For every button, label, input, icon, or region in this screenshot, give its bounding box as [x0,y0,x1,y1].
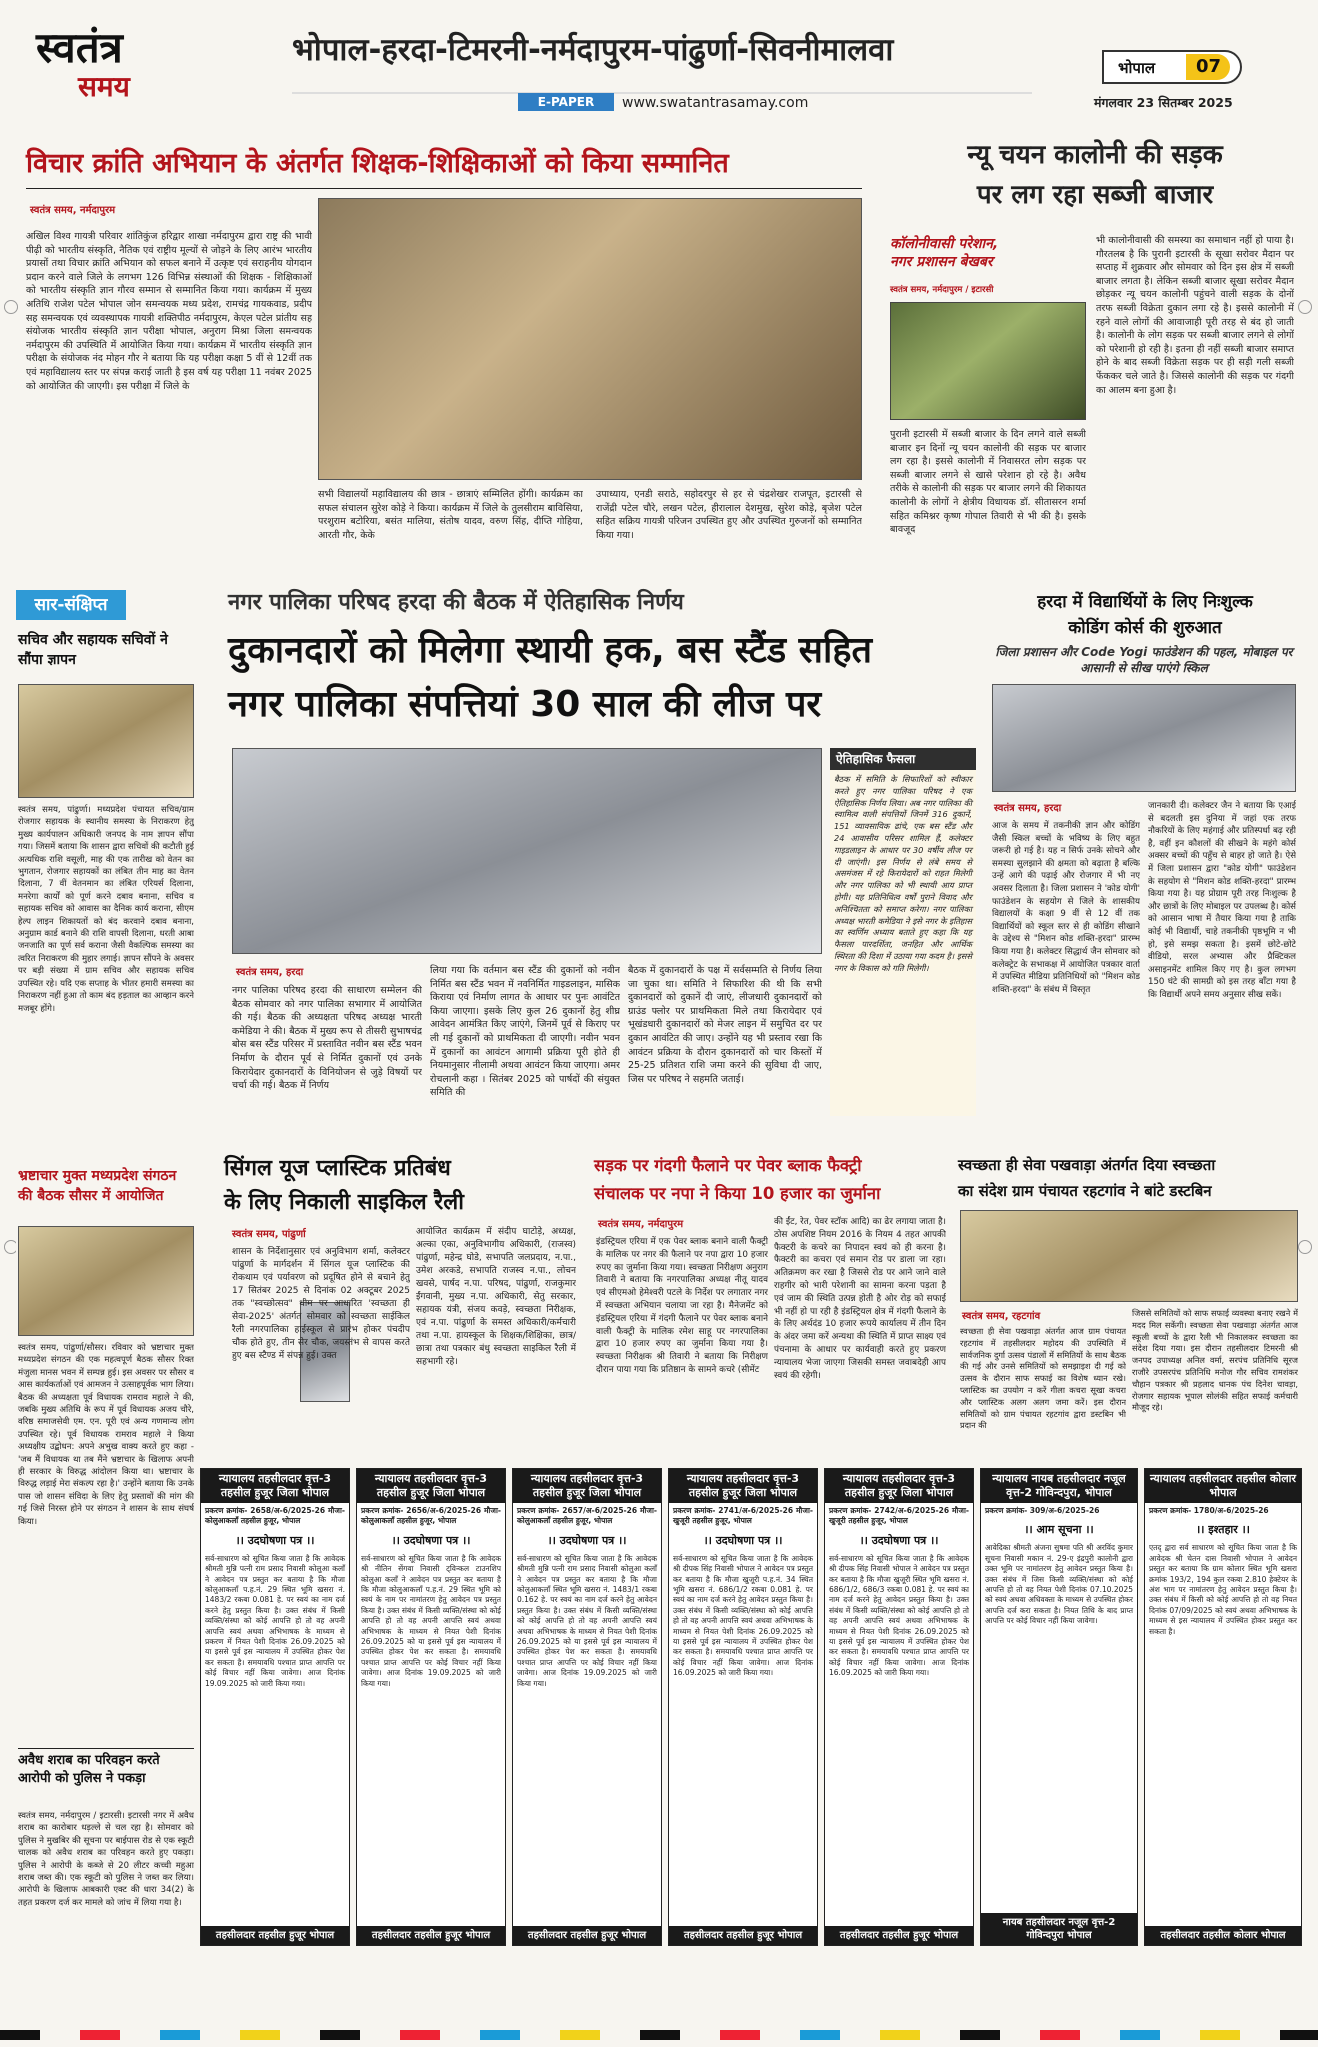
brief-3-text: स्वतंत्र समय, नर्मदापुरम / इटारसी। इटारसी नगर में अवैध शराब का कारोबार धड़ल्ले से चल रहा है। सोमवार को पुलिस ने मुखबिर की सूचना पर बाईपास रोड से एक स्कूटी चालक को अवैध शराब का परिवहन करते हुए पकड़ा। पुलिस ने आरोपी के कब्जे से 20 लीटर कच्ची महुआ शराब जब्त की। एक स्कूटी को पुलिस ने जब्त कर लिया। आरोपी के खिलाफ आबकारी एक्ट की धारा 34(2) के तहत प्रकरण दर्ज कर मामले को जांच में लिया गया है। [18,1811,194,1908]
edition-cities: भोपाल-हरदा-टिमरनी-नर्मदापुरम-पांढुर्णा-सिवनीमालवा [292,32,894,68]
body-col-2: जिससे समितियों को साफ सफाई व्यवस्था बनाए रखने में मदद मिल सकेंगी। स्वच्छता सेवा पखवाड़ा अंतर्गत आज स्कूली बच्चों के द्वारा रैली भी निकालकर स्वच्छता का संदेश दिया गया। इस दौरान तहसीलदार टिमरनी श्री जनपद उपाध्यक्ष अनिल वर्मा, सरपंच प्रतिनिधि सूरज राजौरे उपसरपंच प्रतिनिधि मनोज गौर सचिव रामशंकर चौहान पत्रकार श्री प्रहलाद धानक पंच दिनेश चावड़ा, रोजगार सहायक भूपाल सोलंकी सहित सफाई कर्मचारी मौजूद रहे। [1132,1308,1298,1413]
notice-office: न्यायालय तहसीलदार वृत्त-3 तहसील हुजूर जिला भोपाल [357,1469,505,1503]
body-col-1: इंडस्ट्रियल एरिया में एक पेवर ब्लाक बनाने वाली फैक्ट्री के मालिक पर नगर की फैलाने पर नपा द्वारा 10 हजार रुपए का जुर्माना किया गया। स्वच्छता निरीक्षण अनुराग तिवारी ने बताया कि नगरपालिका अध्यक्ष नीतू यादव एवं सीएमओ हेमेश्वरी पटले के निर्देश पर लगातार नगर में स्वच्छता अभियान चलाया जा रहा है। मैनेजमेंट को इंडस्ट्रियल एरिया में गंदगी फैलाने पर पेवर ब्लाक बनाने वाली फैक्ट्री के मालिक रमेश साहू पर नगरपालिका द्वारा 10 हजार रुपए का जुर्माना किया गया है। स्वच्छता निरीक्षक श्री तिवारी ने बताया कि निरीक्षण दौरान पाया गया कि प्रतिष्ठान के सामने कचरे (सीमेंट [596,1237,768,1375]
story-dustbin-distribution [956,1150,1302,1460]
body-text-2: सभी विद्यालयों महाविद्यालय की छात्र - छात्राएं सम्मिलित होंगी। कार्यक्रम का सफल संचालन सुरेश कोड़े ने किया। कार्यक्रम में जिले के तुलसीराम बाविसिया, परशुराम बटोरिया, बसंत मालिया, संतोष यादव, वरुण सिंह, दीप्ति गोहिया, आरती गौर, केके [318,489,583,541]
notice-ref: प्रकरण क्रमांक- 2658/अ-6/2025-26 मौजा- कोलुआकलाँ तहसील हुजूर, भोपाल [205,1506,345,1526]
body-text: अखिल विश्व गायत्री परिवार शांतिकुंज हरिद्वार शाखा नर्मदापुरम द्वारा राष्ट्र की भावी पीढ़ी को भारतीय संस्कृति, नैतिक एवं राष्ट्रीय मूल्यों से जोड़ने के लिए आरंभ भारतीय प्रयासों तथा विचार क्रांति अभियान को सफल बनाने में उत्कृष्ट एवं सराहनीय योगदान प्रदान करने वाले जिले के लगभग 126 विभिन्न संस्थाओं की शिक्षक - शिक्षिकाओं को भारतीय संस्कृति ज्ञान गौरव सम्मान से सम्मानित किया गया। कार्यक्रम में मुख्य अतिथि राजेश पटेल भोपाल जोन समन्वयक मध्य प्रदेश, रामचंद्र गायकवाड, प्रदीप सह समन्वयक एवं व्यवस्थापक गायत्री शक्तिपीठ नर्मदापुरम, केएल पटेल प्रांतीय सह संयोजक भारतीय संस्कृति ज्ञान परीक्षा भोपाल, अनुराग मिश्रा जिला समन्वयक नर्मदापुरम की उपस्थिति में आयोजित किया गया। कार्यक्रम में भारतीय संस्कृति ज्ञान परीक्षा के संयोजक नंद मोहन गौर ने बताया कि यह परीक्षा कक्षा 5 वीं से 12वीं तक एवं महाविद्यालय स्तर पर संपन्न कराई जाती है इस वर्ष यह परीक्षा 11 नवंबर 2025 को आयोजित की जाएगी। इस परीक्षा में जिले के [26,231,312,392]
notice-body: सर्व-साधारण को सूचित किया जाता है कि आवेदक श्रीमती मुन्नि पत्नी राम प्रसाद निवासी कोलुआ कलाँ ने आवेदन पत्र प्रस्तुत कर बताया है कि मौजा कोलुआकलाँ प.ह.नं. 29 स्थित भूमि खसरा नं. 1483/2 रकबा 0.081 हे. पर स्वयं का नाम दर्ज करने हेतु प्रस्तुत किया है। उक्त संबंध में किसी व्यक्ति/संस्था को कोई आपत्ति हो तो वह अपनी आपत्ति स्वयं अथवा अभिभाषक के माध्यम से प्रकरण में नियत पेशी दिनांक 26.09.2025 को या इससे पूर्व इस न्यायालय में उपस्थित होकर पेश कर सकता है। समयावधि पश्चात प्राप्त आपत्ति पर कोई विचार नहीं किया जावेगा। आज दिनांक 19.09.2025 को जारी किया गया। [205,1553,345,1688]
story-paver-fine [590,1150,950,1460]
brief-1-headline: सचिव और सहायक सचिवों ने सौंपा ज्ञापन [18,632,168,668]
brief-2-headline: भ्रष्टाचार मुक्त मध्यप्रदेश संगठन की बैठक सौसर में आयोजित [18,1168,177,1204]
body-col-1: स्वच्छता ही सेवा पखवाड़ा अंतर्गत आज ग्राम पंचायत रहटगांव में तहसीलदार महोदय की उपस्थिति में सार्वजनिक दुर्गा उत्सव पंडालों में समितियों के साथ बैठक की गई और उनसे समितियों को समझाइश दी गई को उत्सव के दौरान साफ सफाई का विशेष ध्यान रखे। प्लास्टिक का उपयोग न करें गीला कचरा सूखा कचरा और प्लास्टिक अलग अलग जमा करें। इस दौरान समितियों को ग्राम पंचायत रहटगांव द्वारा डस्टबिन भी प्रदान की [960,1326,1126,1431]
body-col-2: आयोजित कार्यक्रम में संदीप घाटोड़े, अध्यक्ष, अल्का एका, अनुविभागीय अधिकारी, (राजस्व) पांढुर्णा, महेन्द्र घोडे, सभापति जलप्रदाय, न.पा., उमेश अरकडे, सभापति राजस्व न.पा., लोचन खवसे, पार्षद न.पा. परिषद, पांढुर्णा, राजकुमार ईंगवानी, मुख्य न.पा. अधिकारी, सेतु सरकार, सहायक यंत्री, संजय कवड़े, स्वच्छता निरीक्षक, एवं न.पा. पांढुर्णा के समस्त अधिकारी/कर्मचारी तथा न.पा. हायस्कूल के शिक्षक/शिक्षिका, छात्र/छात्रा तथा पत्रकार बंधु स्वच्छता साइकिल रैली में सहभागी रहे। [416,1227,576,1367]
body-col-1: नगर पालिका परिषद हरदा की साधारण सम्मेलन की बैठक सोमवार को नगर पालिका सभागार में आयोजित की गई। बैठक की अध्यक्षता परिषद अध्यक्ष भारती कमेडिया ने की। बैठक में मुख्य रूप से तीसरी सुभाषचंद्र बोस बस स्टैंड परिसर में प्रस्तावित नवीन बस स्टैंड भवन निर्माण के दौरान पूर्व से निर्मित दुकानों एवं उनके किरायेदार दुकानदारों के विनियोजन से जुड़े विषयों पर चर्चा की गई। बैठक में निर्णय [232,985,422,1092]
logo [36,24,186,112]
legal-notice [1144,1468,1302,1946]
legal-notice [356,1468,506,1946]
notice-ref: प्रकरण क्रमांक- 2657/अ-6/2025-26 मौजा- कोलुआकलाँ तहसील हुजूर, भोपाल [517,1506,657,1526]
notice-title: ।। उदघोषणा पत्र ।। [547,1533,627,1547]
section-label: सार-संक्षिप्त [16,590,126,620]
brief-2-text: स्वतंत्र समय, पांढुर्णा/सौसर। रविवार को भ्रष्टाचार मुक्त मध्यप्रदेश संगठन की एक महत्वपूर्ण बैठक सौसर रिक्त मंजुला मानस भवन में सम्पन्न हुई। इस अवसर पर सौसर व आस कार्यकर्ताओं एवं आमजन ने उत्साहपूर्वक भाग लिया। बैठक की अध्यक्षता पूर्व विधायक रामराव महाले ने की, जबकि मुख्य अतिथि के रूप में पूर्व विधायक अजय चौरे, वरिष्ठ समाजसेवी एम. एन. पूरी एवं अन्य गणमान्य लोग उपस्थित रहे। पूर्व विधायक रामराव महाले ने किया अध्यक्षीय उद्बोधन: अपने अभुख वाक्य करते हुए कहा - 'जब मैं विधायक था तब मैंने भ्रष्टाचार के खिलाफ अपनी ही सरकार के विरुद्ध आंदोलन किया था। भ्रष्टाचार के विरुद्ध लड़ाई मेरा संकल्प रहा है।' उन्होंने बताया कि उनके पास जो शासन संविदा के लिए हेतु प्रस्तावों की मांग की गई जिसे निरस्त होने पर संगठन ने शासन के साथ संघर्ष किया। [18,1343,194,1527]
subhead-a: कॉलोनीवासी परेशान, [890,236,999,252]
notice-office: न्यायालय तहसीलदार वृत्त-3 तहसील हुजूर जिला भोपाल [825,1469,973,1503]
byline: स्वतंत्र समय, नर्मदापुरम [598,1219,684,1230]
headline-a: सड़क पर गंदगी फैलाने पर पेवर ब्लाक फैक्ट्री [594,1156,862,1175]
notice-footer: तहसीलदार तहसील हुजूर भोपाल [201,1926,349,1945]
headline-a: न्यू चयन कालोनी की सड़क [967,140,1223,170]
group-photo [318,198,862,480]
headline-a: सिंगल यूज प्लास्टिक प्रतिबंध [224,1156,451,1181]
headline-b: का संदेश ग्राम पंचायत रहटगांव ने बांटे डस्टबिन [958,1182,1212,1200]
story-vegetable-market [880,138,1300,578]
notice-footer: तहसीलदार तहसील हुजूर भोपाल [825,1926,973,1945]
notice-office: न्यायालय तहसीलदार वृत्त-3 तहसील हुजूर जिला भोपाल [513,1469,661,1503]
headline-b: के लिए निकाली साइकिल रैली [224,1190,464,1215]
notice-title: ।। उदघोषणा पत्र ।। [703,1533,783,1547]
legal-notice [668,1468,818,1946]
epaper-label: E-PAPER [518,93,614,111]
page-number: 07 [1196,56,1222,77]
notice-ref: प्रकरण क्रमांक- 2741/अ-6/2025-26 मौजा- खुजूरी तहसील हुजूर, भोपाल [673,1506,813,1526]
notice-body: सर्व-साधारण को सूचित किया जाता है कि आवेदक श्री नीतिन सेंगवा निवासी ट्विन्कल टाउनशिप कोलुआ कलाँ ने आवेदन पत्र प्रस्तुत कर बताया है कि मौजा कोलुआकलाँ प.ह.नं. 29 स्थित भूमि को स्वयं के नाम पर नामांतरण हेतु आवेदन पत्र प्रस्तुत किया है। उक्त संबंध में किसी व्यक्ति/संस्था को कोई आपत्ति हो तो वह अपनी आपत्ति स्वयं अथवा अभिभाषक के माध्यम से नियत पेशी दिनांक 26.09.2025 को या इससे पूर्व इस न्यायालय में उपस्थित होकर पेश कर सकता है। समयावधि पश्चात प्राप्त आपत्ति पर कोई विचार नहीं किया जावेगा। आज दिनांक 19.09.2025 को जारी किया गया। [361,1553,501,1688]
body-col-3: बैठक में दुकानदारों के पक्ष में सर्वसम्मति से निर्णय लिया जा चुका था। समिति ने सिफारिश की थी कि सभी दुकानदारों को दुकानें दी जाएं, लीजधारी दुकानदारों को ग्राउंड फ्लोर पर प्राथमिकता मिले तथा किरायेदार एवं भूखंडधारी दुकानदारों को मेजर लाइन में समुचित दर पर दुकान आवंटित की जाए। उन्होंने यह भी प्रस्ताव रखा कि आवंटन प्रक्रिया के दौरान दुकानदारों को चार किस्तों में 25-25 प्रतिशत राशि जमा करने की सुविधा दी जाए, जिस पर परिषद ने सहमति जताई। [628,965,822,1085]
notice-title: ।। उदघोषणा पत्र ।। [859,1533,939,1547]
headline-a: हरदा में विद्यार्थियों के लिए निःशुल्क [1037,592,1253,612]
story-coding-course [984,586,1302,1146]
registration-mark [4,300,18,314]
logo-top: स्वतंत्र [36,23,123,72]
notice-footer: तहसीलदार तहसील हुजूर भोपाल [669,1926,817,1945]
body-text: पुरानी इटारसी में सब्जी बाजार के दिन लगने वाले सब्जी बाजार इन दिनों न्यू चयन कालोनी की सड़क पर बाजार लग रहा है। इससे कालोनी में निवासरत लोग सड़क पर सब्जी बाजार लगने से खासे परेशान हो रहे है। अवैध तरीके से कालोनी की सड़क पर बाजार लगने की शिकायत कालोनी के लोगों ने क्षेत्रीय विधायक डॉ. सीतासरन शर्मा सहित कमिश्नर कृष्ण गोपाल तिवारी से भी की है। इसके बावजूद [890,429,1086,536]
page-tab [1102,50,1242,84]
headline: विचार क्रांति अभियान के अंतर्गत शिक्षक-शिक्षिकाओं को किया सम्मानित [26,148,729,179]
edition-name: भोपाल [1118,59,1156,77]
headline-a: स्वच्छता ही सेवा पखवाड़ा अंतर्गत दिया स्वच्छता [958,1156,1216,1174]
headline-a: दुकानदारों को मिलेगा स्थायी हक, बस स्टैंड सहित [228,630,872,671]
notice-title: ।। आम सूचना ।। [1024,1523,1094,1537]
body-col-2: की ईंट, रेत, पेवर स्टॉक आदि) का ढेर लगाया जाता है। ठोस अपशिष्ट नियम 2016 के नियम 4 तहत आपकी फैक्टरी के कचरे का निपादन स्वयं को ही करना है। फैक्टरी का कचरा एवं समान रोड पर डाला जा रहा। अतिक्रमण कर रखा है जिससे रोड पर आने जाने वाले राहगीर को भारी परेशानी का सामना करना पड़ता है एवं जाम की स्थिति उत्पन्न होती है ओर रोड़ को सफाई भी नहीं हो पा रही है इंडस्ट्रियल क्षेत्र में गंदगी फैलाने के के लिए अर्थदंड 10 हजार रूपये कार्यालय में तीन दिन के अंदर जमा करें अन्यथा की स्थिति में प्राप्त साक्ष्य एवं पंचनामा के आधार पर कार्यवाही करते हुए प्रकरण न्यायालय भेजा जाएगा जिसकी समस्त जवाबदेही आप स्वयं की रहेगी। [774,1217,946,1381]
byline: स्वतंत्र समय, हरदा [236,967,304,978]
headline-b: कोडिंग कोर्स की शुरुआत [1068,618,1222,638]
notice-footer: नायब तहसीलदार नजूल वृत्त-2 गोविन्दपुरा भोपाल [981,1913,1137,1945]
subhead: जिला प्रशासन और Code Yogi फाउंडेशन की पहल, मोबाइल पर आसानी से सीख पाएंगे स्किल [995,645,1293,675]
notice-body: सर्व-साधारण को सूचित किया जाता है कि आवेदक श्रीमती मुन्नि पत्नी राम प्रसाद निवासी कोलुआ कलाँ ने आवेदन पत्र प्रस्तुत कर बताया है कि मौजा कोलुआकलाँ स्थित भूमि खसरा नं. 1483/1 रकबा 0.162 हे. पर स्वयं का नाम दर्ज करने हेतु आवेदन प्रस्तुत किया है। उक्त संबंध में किसी व्यक्ति/संस्था को कोई आपत्ति हो तो वह अपनी आपत्ति स्वयं अथवा अभिभाषक के माध्यम से नियत पेशी दिनांक 26.09.2025 को या इससे पूर्व इस न्यायालय में उपस्थित होकर पेश कर सकता है। समयावधि पश्चात प्राप्त आपत्ति पर कोई विचार नहीं किया जावेगा। आज दिनांक 19.09.2025 को जारी किया गया। [517,1553,657,1688]
brief-3-headline: अवैध शराब का परिवहन करते आरोपी को पुलिस ने पकड़ा [18,1753,160,1786]
divider [26,188,862,189]
notice-body: सर्व-साधारण को सूचित किया जाता है कि आवेदक श्री दीपक सिंह निवासी भोपाल ने आवेदन पत्र प्रस्तुत कर बताया है कि मौजा खुजूरी प.ह.नं. 34 स्थित भूमि खसरा नं. 686/1/2 रकबा 0.081 हे. पर स्वयं का नाम दर्ज करने हेतु आवेदन प्रस्तुत किया है। उक्त संबंध में किसी व्यक्ति/संस्था को कोई आपत्ति हो तो वह अपनी आपत्ति स्वयं अथवा अभिभाषक के माध्यम से नियत पेशी दिनांक 26.09.2025 को या इससे पूर्व इस न्यायालय में उपस्थित होकर पेश कर सकता है। समयावधि पश्चात प्राप्त आपत्ति पर कोई विचार नहीं किया जावेगा। आज दिनांक 16.09.2025 को जारी किया गया। [673,1553,813,1678]
street-market-photo [890,302,1086,420]
byline: स्वतंत्र समय, नर्मदापुरम / इटारसी [890,285,994,295]
notice-title: ।। इश्तहार ।। [1196,1523,1250,1537]
notice-body: आवेदिका श्रीमती अंजना सुषमा पति श्री अरविंद कुमार सूचना निवासी मकान नं. 29-ए इंद्रपुरी कालोनी द्वारा उक्त भूमि पर नामांतरण हेतु आवेदन प्रस्तुत किया है। उक्त संबंध में जिस किसी व्यक्ति/संस्था को कोई आपत्ति हो तो वह नियत पेशी दिनांक 07.10.2025 को स्वयं अथवा अधिवक्ता के माध्यम से उपस्थित होकर आपत्ति दर्ज करा सकता है। नियत तिथि के बाद प्राप्त आपत्ति पर कोई विचार नहीं किया जावेगा। [985,1543,1133,1626]
notice-office: न्यायालय नायब तहसीलदार नजूल वृत्त-2 गोविन्दपुरा, भोपाल [981,1469,1137,1503]
notice-footer: तहसीलदार तहसील हुजूर भोपाल [513,1926,661,1945]
press-meet-photo [992,684,1296,792]
highlight-box [830,748,976,1116]
body-col-1: शासन के निर्देशानुसार एवं अनुविभाग शर्मा, कलेक्टर पांढुर्णा के मार्गदर्शन में सिंगल यूज प्लास्टिक की रोकथाम एवं पर्यावरण को प्रदूषित होने से बचाने हेतु 17 सितंबर 2025 से दिनांक 02 अक्टूबर 2025 तक "स्वच्छोत्सव" थीम पर आधारित 'स्वच्छता ही सेवा-2025' अंतर्गत सोमवार को स्वच्छता साईकिल रैली नगरपालिका हाईस्कूल से प्रारंभ होकर पंचदीप चौक होते हुए, तीन सेर चौक, जयस्तंभ से वापस करते हुए बस स्टैण्ड में संपन्न हुई। उक्त [232,1247,410,1361]
logo-bottom: समय [78,70,130,103]
headline-b: नगर पालिका संपत्तियां 30 साल की लीज पर [228,684,822,725]
divider [18,1748,194,1749]
subhead-b: नगर प्रशासन बेखबर [890,254,993,270]
body-text-right: भी कालोनीवासी की समस्या का समाधान नहीं हो पाया है। गौरतलब है कि पुरानी इटारसी के सूखा सरोवर मैदान पर सप्ताह में शुक्रवार और सोमवार को दिन इस क्षेत्र में सब्जी बाजार लगता है। लेकिन सब्जी बाजार सूखा सरोवर मैदान छोड़कर न्यू चयन कालोनी पहुंचने वाली सड़क के दोनों तरफ सब्जी विक्रेता दुकान लगा रहे है। इससे कालोनी में रहने वाले लोगों की आवाजाही पूरी तरह से बंद हो जाती है। कालोनी के लोग सड़क पर सब्जी बाजार लगने से लोगों को परेशानी हो रही है। इतना ही नहीं सब्जी बाजार समाप्त होने के बाद सब्जी विक्रेता सड़क पर ही सड़ी गली सब्जी फेंककर चले जाते है। जिससे कालोनी की सड़क पर गंदगी का आलम बना हुआ है। [1096,235,1294,396]
brief-1-text: स्वतंत्र समय, पांढुर्णा। मध्यप्रदेश पंचायत सचिव/ग्राम रोजगार सहायक के स्थानीय समस्या के निराकरण हेतु मुख्य कार्यपालन अधिकारी जनपद के नाम ज्ञापन सौंपा गया। जिसमें बताया कि शासन द्वारा सचिवों की कटौती हुई अत्यधिक राशि वसूली, माह की एक तारीख को वेतन का भुगतान, रोजगार सहायकों का लंबित तीन माह का वेतन दिलाना, 7 वीं वेतनमान का लंबित एरियर्स दिलाना, मनरेगा कार्यों को पूर्ण करने दबाव बनाना, सचिव व सहायक सचिव को आवास का दैनिक कार्य कराना, सीएम हेल्प लाइन शिकायतों को बंद करवाने दबाव बनाना, अनुग्राम कार्ड बनाने की राशि वापसी दिलाना, धरती आबा जनजाति का पूर्ण सर्व कराना जैसी वैकल्पिक समस्या का त्वरित निराकरण की मुहार लगाई। ज्ञापन सौंपने के अवसर पर बड़ी संख्या में ग्राम सचिव और सहायक सचिव उपस्थित रहे। यदि एक सप्ताह के भीतर हमारी समस्या का निराकरण नहीं हुआ तो काम बंद हड़ताल का आव्हान करने मजबूर होंगे। [18,805,194,1014]
notice-footer: तहसीलदार तहसील हुजूर भोपाल [357,1926,505,1945]
legal-notice [200,1468,350,1946]
legal-notice [512,1468,662,1946]
notice-office: न्यायालय तहसीलदार वृत्त-3 तहसील हुजूर जिला भोपाल [669,1469,817,1503]
box-text: बैठक में समिति के सिफारिशों को स्वीकार करते हुए नगर पालिका परिषद ने एक ऐतिहासिक निर्णय लिया। अब नगर पालिका की स्वामित्व वाली संपत्तियों जिनमें 316 दुकानें, 151 व्यावसायिक ढांचे, एक बस स्टैंड और 24 आवासीय परिसर शामिल हैं, कलेक्टर गाइडलाइन के आधार पर 30 वर्षीय लीज पर दी जाएंगी। इस निर्णय से लंबे समय से असमंजस में रहे किरायेदारों को राहत मिलेगी और नगर पालिका को भी स्थायी आय प्राप्त होगी। यह प्रतिनिधित्व वर्षों पुराने विवाद और अनिश्चितता को समाप्त करेगा। नगर पालिका अध्यक्ष भारती कमेडिया ने इसे नगर के इतिहास का स्वर्णिम अध्याय बताते हुए कहा कि यह फैसला पारदर्शिता, जनहित और आर्थिक स्थिरता की दिशा में उठाया गया कदम है। इससे नगर के विकास को गति मिलेगी। [834,774,972,973]
notice-body: सर्व-साधारण को सूचित किया जाता है कि आवेदक श्री दीपक सिंह निवासी भोपाल ने आवेदन पत्र प्रस्तुत कर बताया है कि मौजा खुजूरी स्थित भूमि खसरा नं. 686/1/2, 686/3 रकबा 0.081 हे. पर स्वयं का नाम दर्ज करने हेतु आवेदन प्रस्तुत किया है। उक्त संबंध में किसी व्यक्ति/संस्था को कोई आपत्ति हो तो वह अपनी आपत्ति स्वयं अथवा अभिभाषक के माध्यम से नियत पेशी दिनांक 26.09.2025 को या इससे पूर्व इस न्यायालय में उपस्थित होकर पेश कर सकता है। समयावधि पश्चात प्राप्त आपत्ति पर कोई विचार नहीं किया जावेगा। आज दिनांक 16.09.2025 को जारी किया गया। [829,1553,969,1678]
byline: स्वतंत्र समय, हरदा [994,803,1062,814]
dustbin-photo [960,1210,1298,1302]
notice-title: ।। उदघोषणा पत्र ।। [235,1533,315,1547]
body-text-3: उपाध्याय, एनडी सराठे, सहोदरपुर से हर से चंद्रशेखर राजपूत, इटारसी से राजेंद्री पटेल चौरे, लखन पटेल, हीरालाल देशमुख, सुरेश कोड़े, बृजेश पटेल सहित सक्रिय गायत्री परिजन उपस्थित हुए और उपस्थित गुरुजनों को सम्मानित किया गया। [596,489,862,541]
body-col-1: आज के समय में तकनीकी ज्ञान और कोडिंग जैसी स्किल बच्चों के भविष्य के लिए बहुत जरूरी हो गई है। यह न सिर्फ उनके सोचने और समस्या सुलझाने की क्षमता को बढ़ाता है बल्कि उन्हें आगे की पढ़ाई और रोजगार में भी नए अवसर दिलाता है। जिला प्रशासन ने 'कोड योगी' फाउंडेशन के सहयोग से जिले के शासकीय विद्यालयों के कक्षा 9 वीं से 12 वीं तक विद्यार्थियों को स्कूल स्तर से ही कोडिंग सीखाने के उद्देश्य से "मिशन कोड शक्ति-हरदा" प्रारम्भ किया गया है। कलेक्टर सिद्धार्थ जैन सोमवार को कलेक्ट्रेट के सभाकक्ष में आयोजित पत्रकार वार्ता में उपस्थित मीडिया प्रतिनिधियों को "मिशन कोड शक्ति-हरदा" के संबंध में विस्तृत [992,821,1140,995]
story-teacher-honour [18,138,868,578]
notice-ref: प्रकरण क्रमांक- 2656/अ-6/2025-26 मौजा- कोलुआकलाँ तहसील हुजूर, भोपाल [361,1506,501,1526]
council-meeting-photo [232,748,822,954]
notice-ref: प्रकरण क्रमांक- 1780/अ-6/2025-26 [1149,1506,1269,1515]
story-municipal-lease [200,586,980,1146]
notice-ref: प्रकरण क्रमांक- 309/अ-6/2025-26 [985,1506,1100,1515]
brief-2-photo [18,1226,194,1336]
legal-notice [980,1468,1138,1946]
headline-b: संचालक पर नपा ने किया 10 हजार का जुर्माना [594,1184,881,1203]
kicker: नगर पालिका परिषद हरदा की बैठक में ऐतिहासिक निर्णय [228,590,684,615]
story-cycle-rally [200,1150,580,1460]
website-link[interactable]: www.swatantrasamay.com [622,95,809,111]
notice-office: न्यायालय तहसीलदार वृत्त-3 तहसील हुजूर जिला भोपाल [201,1469,349,1503]
print-color-bar [0,2030,1318,2040]
brief-1-photo [18,684,194,798]
byline: स्वतंत्र समय, पांढुर्णा [232,1229,306,1240]
notice-ref: प्रकरण क्रमांक- 2742/अ-6/2025-26 मौजा- खुजूरी तहसील हुजूर, भोपाल [829,1506,969,1526]
byline: स्वतंत्र समय, नर्मदापुरम [30,205,116,216]
issue-date: मंगलवार 23 सितम्बर 2025 [1094,95,1233,110]
notice-body: एतद् द्वारा सर्व साधारण को सूचित किया जाता है कि आवेदक श्री चेतन दास निवासी भोपाल ने आवेदन प्रस्तुत कर बताया कि ग्राम कोलार स्थित भूमि खसरा क्रमांक 193/2, 194 कुल रकबा 2.810 हेक्टेयर के अंश भाग पर नामांतरण हेतु आवेदन प्रस्तुत किया है। उक्त संबंध में किसी को कोई आपत्ति हो तो वह नियत दिनांक 07/09/2025 को स्वयं अथवा अभिभाषक के माध्यम से इस न्यायालय में उपस्थित होकर प्रस्तुत कर सकता है। [1149,1543,1297,1636]
notice-office: न्यायालय तहसीलदार तहसील कोलार भोपाल [1145,1469,1301,1503]
masthead [0,0,1318,128]
box-title: ऐतिहासिक फैसला [830,748,976,770]
notice-title: ।। उदघोषणा पत्र ।। [391,1533,471,1547]
body-col-2: जानकारी दी। कलेक्टर जैन ने बताया कि एआई से बदलती इस दुनिया में जहां एक तरफ नौकरियों के लिए महंगाई और प्रतिस्पर्धा बढ़ रही है, वहीं इन कौशलों की सीखने के महंगे कोर्स अक्सर बच्चों की पहुँच से बाहर हो जाते है। ऐसे में जिला प्रशासन द्वारा "कोड योगी" फाउंडेशन के सहयोग से "मिशन कोड शक्ति-हरदा" प्रारम्भ किया गया है। यह प्रोग्राम पूरी तरह निःशुल्क है और छात्रों के लिए मोबाइल पर उपलब्ध है। कोर्स को आसान भाषा में तैयार किया गया है ताकि कोई भी विद्यार्थी, चाहे तकनीकी पृष्ठभूमि न भी हो, इसे समझ सकता है। इसमें छोटे-छोटे वीडियो, सरल अभ्यास और प्रैक्टिकल असाइनमेंट शामिल किए गए है। कुल लगभग 150 घंटे की सामग्री को इस तरह बाँटा गया है कि विद्यार्थी अपने समय अनुसार सीख सकें। [1148,801,1296,1000]
registration-mark [1298,300,1312,314]
notice-footer: तहसीलदार तहसील कोलार भोपाल [1145,1926,1301,1945]
legal-notice [824,1468,974,1946]
headline-b: पर लग रहा सब्जी बाजार [976,180,1214,210]
body-col-2: लिया गया कि वर्तमान बस स्टैंड की दुकानों को नवीन निर्मित बस स्टैंड भवन में नवनिर्मित गाइडलाइन, मासिक किराया एवं निर्माण लागत के आधार पर पुनः आवंटित किया जाएगा। इसके लिए कुल 26 दुकानों हेतु शीघ्र आवेदन आमंत्रित किए जाएंगे, जिनमें पूर्व से किराए पर ली गई दुकानों को प्राथमिकता दी जाएगी। नवीन भवन में दुकानों का आवंटन आगामी प्रक्रिया पूरी होते ही नियमानुसार नीलामी अथवा आवंटन किया जाएगा। अमर रोचलानी कहा । सितंबर 2025 को पार्षदों की संयुक्त समिति की [430,965,620,1099]
sidebar-briefs [16,586,194,1946]
byline: स्वतंत्र समय, रहटगांव [962,1311,1041,1322]
